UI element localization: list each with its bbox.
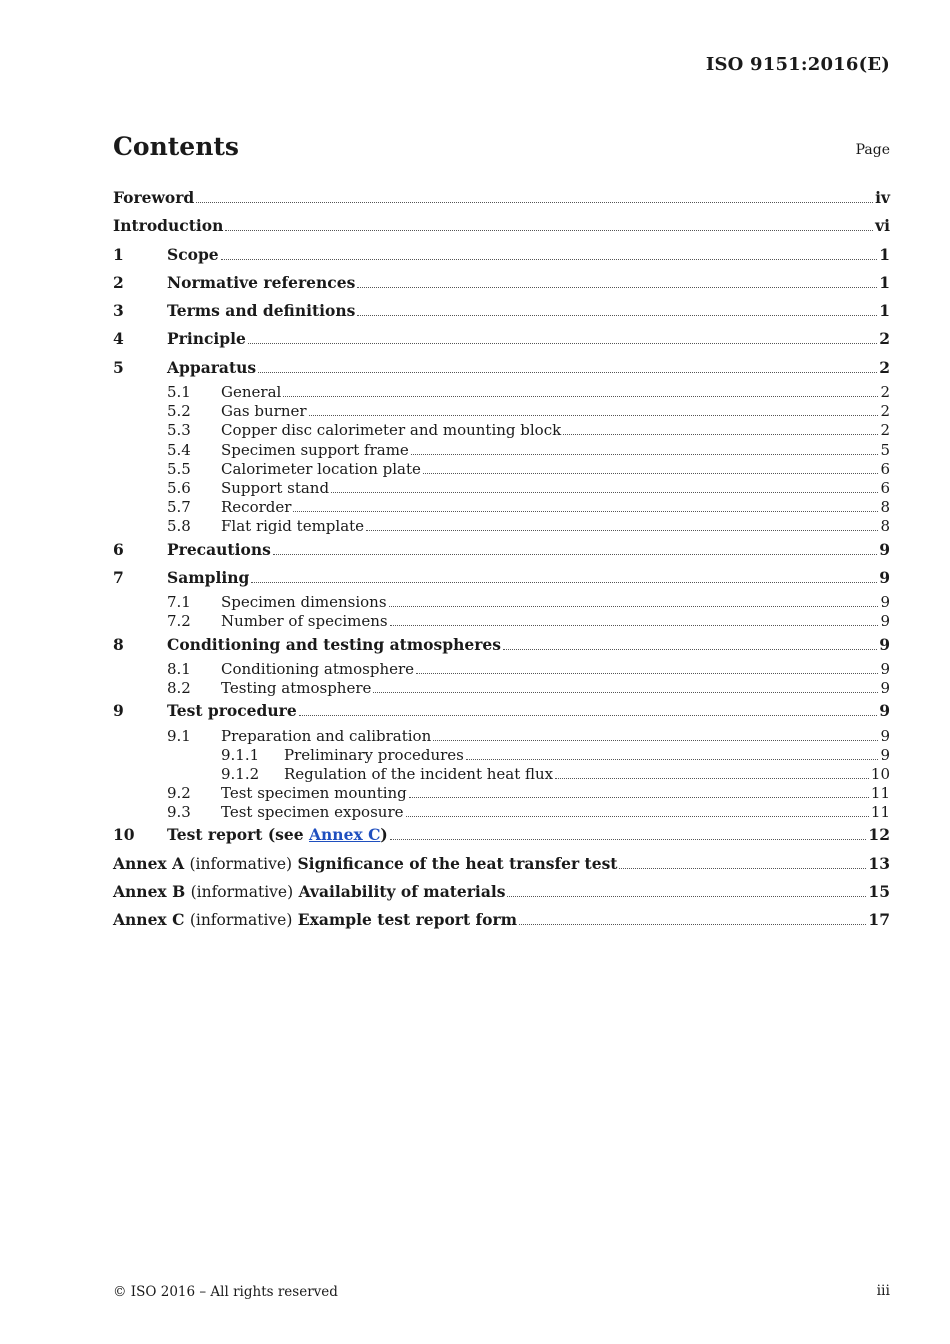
toc-entry-2[interactable]: [113, 270, 890, 298]
toc-page: 9: [879, 634, 890, 654]
toc-entry-4[interactable]: [113, 326, 890, 354]
toc-entry-5-5[interactable]: [113, 460, 890, 479]
toc-number: 9.1: [167, 726, 191, 745]
dot-leader: [423, 472, 879, 474]
toc-entry-6[interactable]: [113, 537, 890, 565]
toc-entry-annex-c[interactable]: [113, 907, 890, 935]
toc-entry-5-6[interactable]: [113, 479, 890, 498]
toc-page: 2: [879, 357, 890, 377]
toc-title: [113, 853, 617, 875]
dot-leader: [283, 395, 878, 397]
toc-entry-5-4[interactable]: [113, 441, 890, 460]
toc-number: 7.1: [167, 593, 191, 612]
toc-page: 11: [870, 803, 890, 822]
dot-leader: [196, 201, 873, 203]
dot-leader: [221, 258, 878, 260]
toc-page: 11: [870, 784, 890, 803]
toc-title: [167, 824, 388, 846]
toc-entry-10[interactable]: [113, 822, 890, 850]
dot-leader: [357, 286, 877, 288]
toc-title: Preparation and calibration: [221, 726, 432, 745]
toc-entry-9-1[interactable]: [113, 727, 890, 746]
toc-entry-9-3[interactable]: [113, 803, 890, 822]
dot-leader: [507, 895, 866, 897]
toc-entry-5-8[interactable]: [113, 517, 890, 536]
document-id: ISO 9151:2016(E): [705, 54, 890, 75]
toc-entry-8-1[interactable]: [113, 660, 890, 679]
toc-page: 2: [880, 402, 890, 421]
toc-number: 5.6: [167, 479, 191, 498]
toc-number: 8: [113, 634, 124, 654]
toc-page: 15: [868, 882, 890, 902]
toc-number: 3: [113, 301, 124, 321]
dot-leader: [406, 815, 869, 817]
page-number: iii: [876, 1283, 890, 1299]
toc-entry-foreword[interactable]: [113, 185, 890, 213]
toc-page: 13: [868, 853, 890, 873]
toc-number: 9.1.2: [221, 764, 260, 783]
toc-number: 8.1: [167, 659, 191, 678]
dot-leader: [309, 414, 879, 416]
dot-leader: [416, 672, 878, 674]
annex-title: Significance of the heat transfer test: [297, 853, 618, 873]
toc-number: 5.5: [167, 459, 191, 478]
toc-page: 9: [879, 539, 890, 559]
toc-title: Recorder: [221, 498, 292, 517]
toc-number: 7: [113, 567, 124, 587]
toc-number: 4: [113, 329, 124, 349]
toc-title: Normative references: [167, 272, 356, 292]
toc-page: 8: [880, 517, 890, 536]
page-column-label: Page: [855, 142, 890, 158]
toc-page: 9: [880, 659, 890, 678]
dot-leader: [389, 605, 879, 607]
annex-label: Annex A: [113, 853, 185, 873]
table-of-contents: [113, 185, 890, 936]
annex-title: Example test report form: [297, 910, 518, 930]
toc-page: 8: [880, 498, 890, 517]
toc-page: 12: [868, 825, 890, 845]
toc-page: 2: [880, 421, 890, 440]
toc-number: 5.4: [167, 440, 191, 459]
toc-title: Test specimen mounting: [221, 784, 407, 803]
annex-informative: (informative): [189, 911, 293, 930]
toc-number: 5: [113, 357, 124, 377]
toc-title: Flat rigid template: [221, 517, 365, 536]
toc-page: 2: [880, 383, 890, 402]
dot-leader: [555, 777, 869, 779]
toc-title: Introduction: [113, 216, 224, 236]
toc-number: 5.1: [167, 383, 191, 402]
toc-title: Apparatus: [167, 357, 257, 377]
toc-page: 6: [880, 479, 890, 498]
dot-leader: [411, 453, 879, 455]
toc-entry-9-1-1[interactable]: [113, 746, 890, 765]
toc-page: 2: [879, 329, 890, 349]
dot-leader: [366, 529, 878, 531]
toc-entry-9-2[interactable]: [113, 784, 890, 803]
toc-title: Specimen dimensions: [221, 593, 387, 612]
toc-title: Regulation of the incident heat flux: [284, 764, 554, 783]
toc-number: 5.3: [167, 421, 191, 440]
toc-entry-7[interactable]: [113, 565, 890, 593]
toc-page: 5: [880, 440, 890, 459]
dot-leader: [619, 867, 866, 869]
toc-title: Support stand: [221, 479, 330, 498]
annex-label: Annex B: [113, 882, 186, 902]
toc-page: 1: [879, 301, 890, 321]
toc-title: Preliminary procedures: [284, 745, 464, 764]
toc-page: 9: [880, 612, 890, 631]
toc-page: 6: [880, 459, 890, 478]
toc-title: Test procedure: [167, 701, 297, 721]
toc-entry-5-3[interactable]: [113, 421, 890, 440]
dot-leader: [519, 923, 866, 925]
toc-title: Test specimen exposure: [221, 803, 404, 822]
annex-informative: (informative): [190, 883, 294, 902]
dot-leader: [433, 739, 878, 741]
toc-number: 7.2: [167, 612, 191, 631]
toc-entry-8-2[interactable]: [113, 679, 890, 698]
annex-label: Annex C: [113, 910, 185, 930]
toc-entry-9-1-2[interactable]: [113, 765, 890, 784]
toc-page: vi: [875, 216, 890, 236]
toc-number: 1: [113, 244, 124, 264]
toc-title: Copper disc calorimeter and mounting block: [221, 421, 562, 440]
toc-page: 9: [880, 745, 890, 764]
toc-entry-1[interactable]: [113, 242, 890, 270]
toc-entry-annex-b[interactable]: [113, 879, 890, 907]
toc-number: 5.7: [167, 498, 191, 517]
dot-leader: [331, 491, 878, 493]
toc-page: 9: [879, 567, 890, 587]
toc-page: 1: [879, 272, 890, 292]
dot-leader: [466, 758, 879, 760]
dot-leader: [258, 371, 877, 373]
toc-entry-7-1[interactable]: [113, 593, 890, 612]
toc-page: 9: [880, 593, 890, 612]
toc-title: Calorimeter location plate: [221, 459, 421, 478]
contents-heading: Contents: [113, 132, 240, 161]
toc-page: 9: [880, 679, 890, 698]
toc-entry-annex-a[interactable]: [113, 851, 890, 879]
toc-page: 10: [870, 764, 890, 783]
toc-title: Number of specimens: [221, 612, 388, 631]
dot-leader: [409, 796, 869, 798]
dot-leader: [373, 691, 878, 693]
copyright-notice: © ISO 2016 – All rights reserved: [113, 1284, 338, 1300]
toc-title: Testing atmosphere: [221, 679, 372, 698]
toc-number: 8.2: [167, 679, 191, 698]
toc-number: 10: [113, 825, 135, 845]
toc-number: 9.2: [167, 784, 191, 803]
toc-number: 5.8: [167, 517, 191, 536]
toc-page: 17: [868, 910, 890, 930]
toc-number: 6: [113, 539, 124, 559]
dot-leader: [563, 433, 878, 435]
toc-title: Terms and definitions: [167, 301, 356, 321]
dot-leader: [390, 838, 867, 840]
toc-entry-9[interactable]: [113, 698, 890, 726]
dot-leader: [273, 553, 877, 555]
dot-leader: [357, 314, 877, 316]
toc-entry-introduction[interactable]: [113, 213, 890, 241]
toc-title: Conditioning atmosphere: [221, 659, 415, 678]
toc-entry-5-7[interactable]: [113, 498, 890, 517]
dot-leader: [299, 714, 878, 716]
dot-leader: [251, 581, 877, 583]
toc-title: Principle: [167, 329, 246, 349]
toc-title-prefix: Test report (see: [167, 825, 310, 845]
dot-leader: [225, 229, 873, 231]
annex-informative: (informative): [189, 854, 293, 873]
toc-entry-5-2[interactable]: [113, 402, 890, 421]
toc-title: [113, 881, 505, 903]
dot-leader: [390, 624, 879, 626]
toc-title: Gas burner: [221, 402, 307, 421]
toc-number: 5.2: [167, 402, 191, 421]
toc-title: [113, 909, 517, 931]
toc-number: 9: [113, 701, 124, 721]
toc-title: Scope: [167, 244, 219, 264]
annex-title: Availability of materials: [298, 882, 506, 902]
toc-title: General: [221, 383, 282, 402]
toc-entry-7-2[interactable]: [113, 612, 890, 631]
toc-page: iv: [875, 188, 890, 207]
annex-c-link[interactable]: Annex C: [309, 825, 381, 845]
dot-leader: [248, 342, 877, 344]
toc-number: 2: [113, 272, 124, 292]
toc-number: 9.1.1: [221, 745, 260, 764]
toc-title: Specimen support frame: [221, 440, 409, 459]
toc-entry-5[interactable]: [113, 355, 890, 383]
toc-entry-3[interactable]: [113, 298, 890, 326]
toc-title-suffix: ): [380, 825, 388, 845]
toc-title: Foreword: [113, 188, 195, 207]
toc-entry-8[interactable]: [113, 632, 890, 660]
toc-title: Conditioning and testing atmospheres: [167, 634, 501, 654]
toc-number: 9.3: [167, 803, 191, 822]
toc-entry-5-1[interactable]: [113, 383, 890, 402]
dot-leader: [503, 648, 877, 650]
toc-page: 1: [879, 244, 890, 264]
toc-title: Sampling: [167, 567, 250, 587]
toc-title: Precautions: [167, 539, 271, 559]
toc-page: 9: [880, 726, 890, 745]
dot-leader: [293, 510, 878, 512]
toc-page: 9: [879, 701, 890, 721]
